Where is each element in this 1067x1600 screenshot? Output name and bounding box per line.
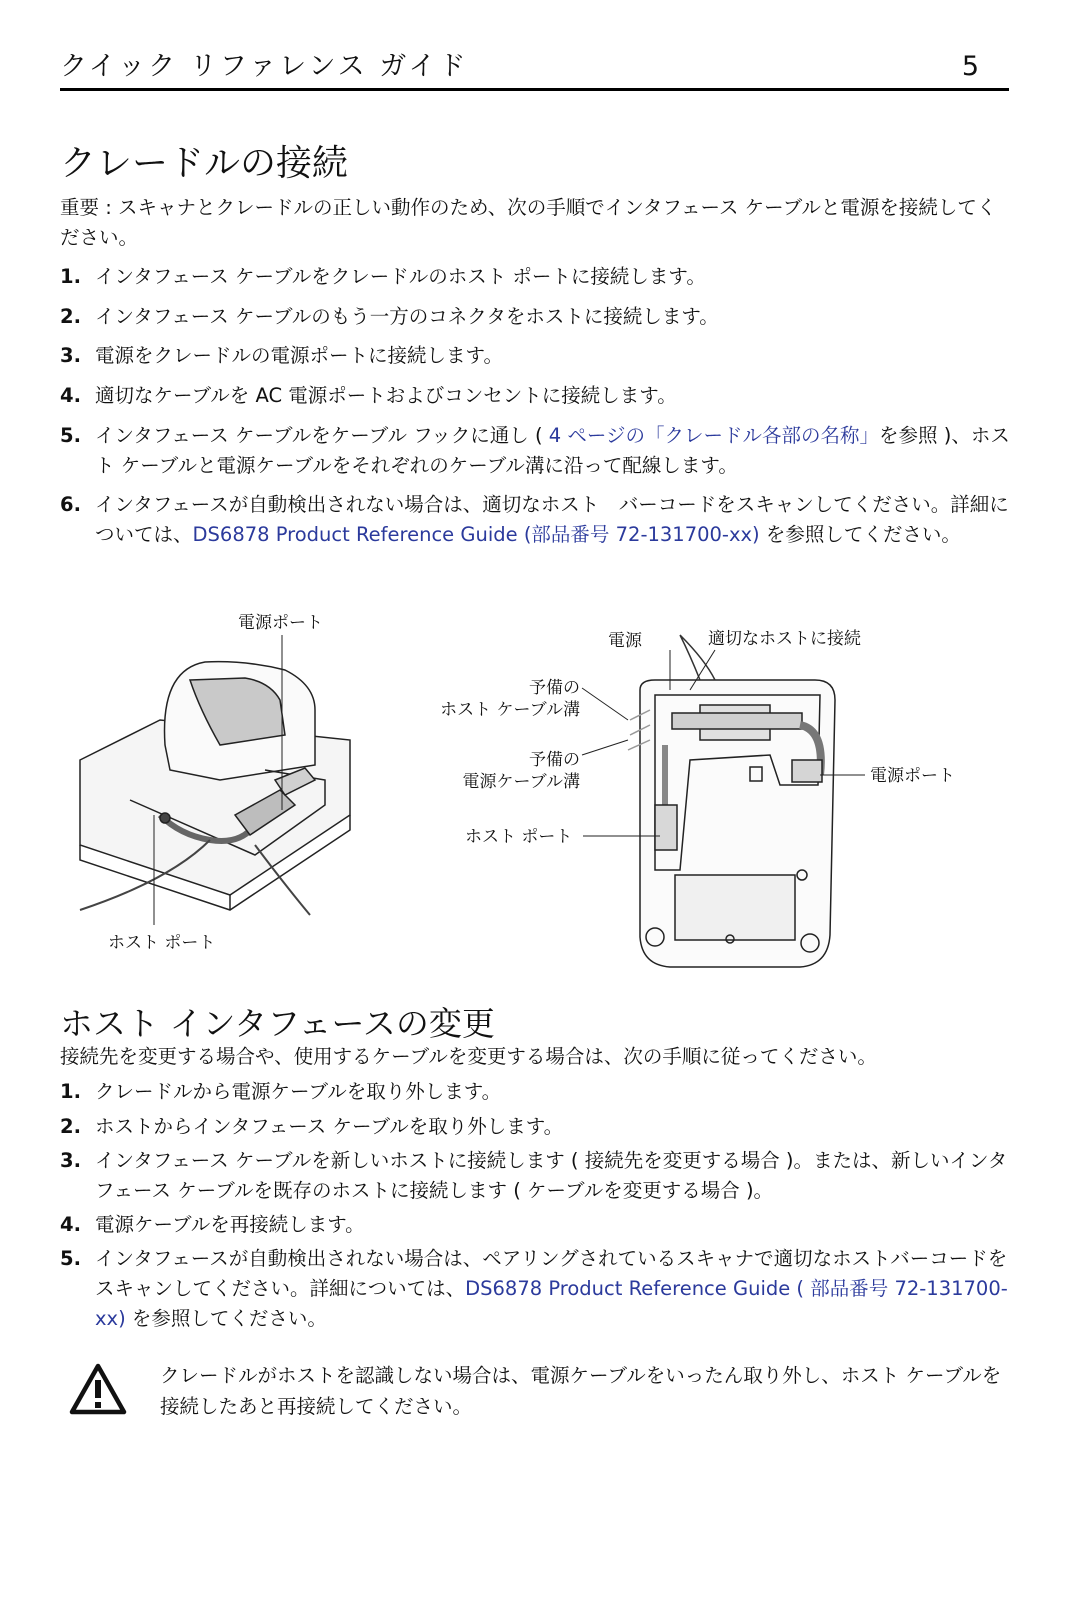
step-text: 適切なケーブルを AC 電源ポートおよびコンセントに接続します。 — [95, 384, 677, 407]
label-host-port-left: ホスト ポート — [108, 933, 216, 953]
step-text: インタフェース ケーブルをクレードルのホスト ポートに接続します。 — [95, 265, 706, 288]
step-number: 2. — [60, 1115, 81, 1138]
warning-triangle-icon — [68, 1362, 128, 1416]
step-number: 2. — [60, 305, 81, 328]
change-step-4 — [60, 1210, 1015, 1240]
step-text: インタフェースが自動検出されない場合は、適切なホスト バーコードをスキャンしてください。詳細については、 — [95, 493, 1009, 546]
reference-guide-link[interactable]: DS6878 Product Reference Guide (部品番号 72-131700-xx) — [192, 523, 760, 546]
section2-intro: 接続先を変更する場合や、使用するケーブルを変更する場合は、次の手順に従ってください。 — [60, 1045, 877, 1068]
step-number: 1. — [60, 265, 81, 288]
step-number: 4. — [60, 1213, 81, 1236]
step-number: 5. — [60, 424, 81, 447]
step-text: ホストからインタフェース ケーブルを取り外します。 — [95, 1115, 564, 1138]
step-text: 電源をクレードルの電源ポートに接続します。 — [95, 344, 503, 367]
label-power: 電源 — [608, 631, 642, 651]
step-number: 4. — [60, 384, 81, 407]
change-step-3 — [60, 1146, 1015, 1206]
label-spare-power-groove — [404, 749, 580, 793]
step-number: 1. — [60, 1080, 81, 1103]
label-power-port-left: 電源ポート — [238, 613, 323, 633]
warning-text: クレードルがホストを認識しない場合は、電源ケーブルをいったん取り外し、ホスト ケーブルを接続したあと再接続してください。 — [160, 1364, 1002, 1418]
step-number: 5. — [60, 1247, 81, 1270]
label-spare-host-line2: ホスト ケーブル溝 — [440, 700, 580, 720]
change-step-1 — [60, 1077, 1015, 1107]
label-spare-power-line2: 電源ケーブル溝 — [462, 772, 580, 792]
change-step-2 — [60, 1112, 1015, 1142]
label-spare-host-line1: 予備の — [529, 678, 580, 698]
change-step-5 — [60, 1244, 1015, 1334]
label-spare-power-line1: 予備の — [529, 750, 580, 770]
step-text-cont: を参照してください。 — [125, 1307, 327, 1330]
step-text: クレードルから電源ケーブルを取り外します。 — [95, 1080, 502, 1103]
label-host-port-right: ホスト ポート — [465, 827, 573, 847]
step-text-cont: を参照 )、ホスト ケーブルと電源ケーブルをそれぞれのケーブル溝に沿って配線します。 — [95, 424, 1010, 477]
note-label: 重要 : — [60, 196, 112, 219]
page-number: 5 — [961, 51, 979, 82]
section-title-host-interface-change: ホスト インタフェースの変更 — [60, 1004, 495, 1043]
step-number: 3. — [60, 1149, 81, 1172]
section-title-cradle-connection: クレードルの接続 — [60, 143, 349, 184]
cross-reference-link[interactable]: 4 ページの「クレードル各部の名称」 — [542, 424, 880, 447]
step-text: インタフェース ケーブルをケーブル フックに通し ( — [95, 424, 543, 447]
step-text: インタフェース ケーブルのもう一方のコネクタをホストに接続します。 — [95, 305, 719, 328]
step-text: インタフェース ケーブルを新しいホストに接続します ( 接続先を変更する場合 )。または、新しいインタフェース ケーブルを既存のホストに接続します ( ケーブルを変更する場合 )。 — [95, 1149, 1008, 1202]
label-power-port-right: 電源ポート — [870, 766, 955, 786]
label-spare-host-groove — [404, 677, 580, 721]
reference-guide-link[interactable]: DS6878 Product Reference Guide ( 部品番号 72-131700-xx) — [95, 1277, 1008, 1330]
step-text: 電源ケーブルを再接続します。 — [95, 1213, 365, 1236]
step-number: 6. — [60, 493, 81, 516]
header-title: クイック リファレンス ガイド — [60, 51, 469, 82]
note-text: スキャナとクレードルの正しい動作のため、次の手順でインタフェース ケーブルと電源を接続してください。 — [60, 196, 997, 249]
step-number: 3. — [60, 344, 81, 367]
label-connect-to-host: 適切なホストに接続 — [708, 629, 861, 649]
step-text-cont: を参照してください。 — [759, 523, 961, 546]
step-text: インタフェースが自動検出されない場合は、ペアリングされているスキャナで適切なホストバーコードをスキャンしてください。詳細については、 — [95, 1247, 1008, 1300]
